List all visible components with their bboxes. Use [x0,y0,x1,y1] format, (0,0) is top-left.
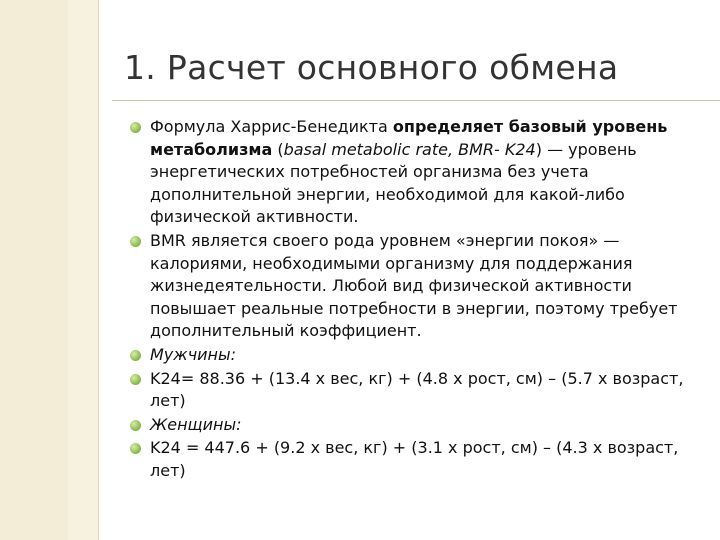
bullet-item-women-formula [130,437,700,482]
bullet-text: Женщины: [150,414,242,434]
bullet-text-part: Формула Харрис-Бенедикта [150,117,393,136]
slide-title: 1. Расчет основного обмена [124,48,619,87]
bullet-text: Мужчины: [150,344,237,364]
bullet-item-formula-intro [130,116,700,229]
bullet-icon [130,236,141,247]
bullet-icon [130,420,141,431]
decorative-side-band-inner [68,0,98,540]
title-divider [112,100,720,101]
bullet-text: K24 = 447.6 + (9.2 х вес, кг) + (3.1 х рост, см) – (4.3 х возраст, лет) [150,438,679,480]
bullet-bold-text: определяет базовый уровень метаболизма [150,117,668,159]
bullet-icon [130,122,141,133]
bullet-icon [130,443,141,454]
decorative-side-line [98,0,99,540]
bullet-item-bmr-description [130,230,700,343]
bullet-text-part: ) — уровень энергетических потребностей организма без учета дополнительной энергии, необходимой для какой-либо физической активности. [150,139,637,227]
bullet-item-men-formula [130,368,700,413]
bullet-text: K24= 88.36 + (13.4 x вес, кг) + (4.8 х рост, см) – (5.7 х возраст, лет) [150,368,684,411]
bullet-list [130,116,700,484]
bullet-item-men-label [130,344,700,367]
bullet-italic-text: basal metabolic rate, BMR- K24 [283,139,536,159]
decorative-side-band [0,0,98,540]
bullet-text-part: ( [272,139,284,159]
bullet-text: BMR является своего рода уровнем «энергии покоя» — калориями, необходимыми организму для поддержания жизнедеятельности. Любой вид физической активности повышает реальные потребности в энергии, поэтому требует дополнительный коэффициент. [150,230,678,341]
bullet-icon [130,374,141,385]
bullet-icon [130,350,141,361]
bullet-item-women-label [130,414,700,437]
